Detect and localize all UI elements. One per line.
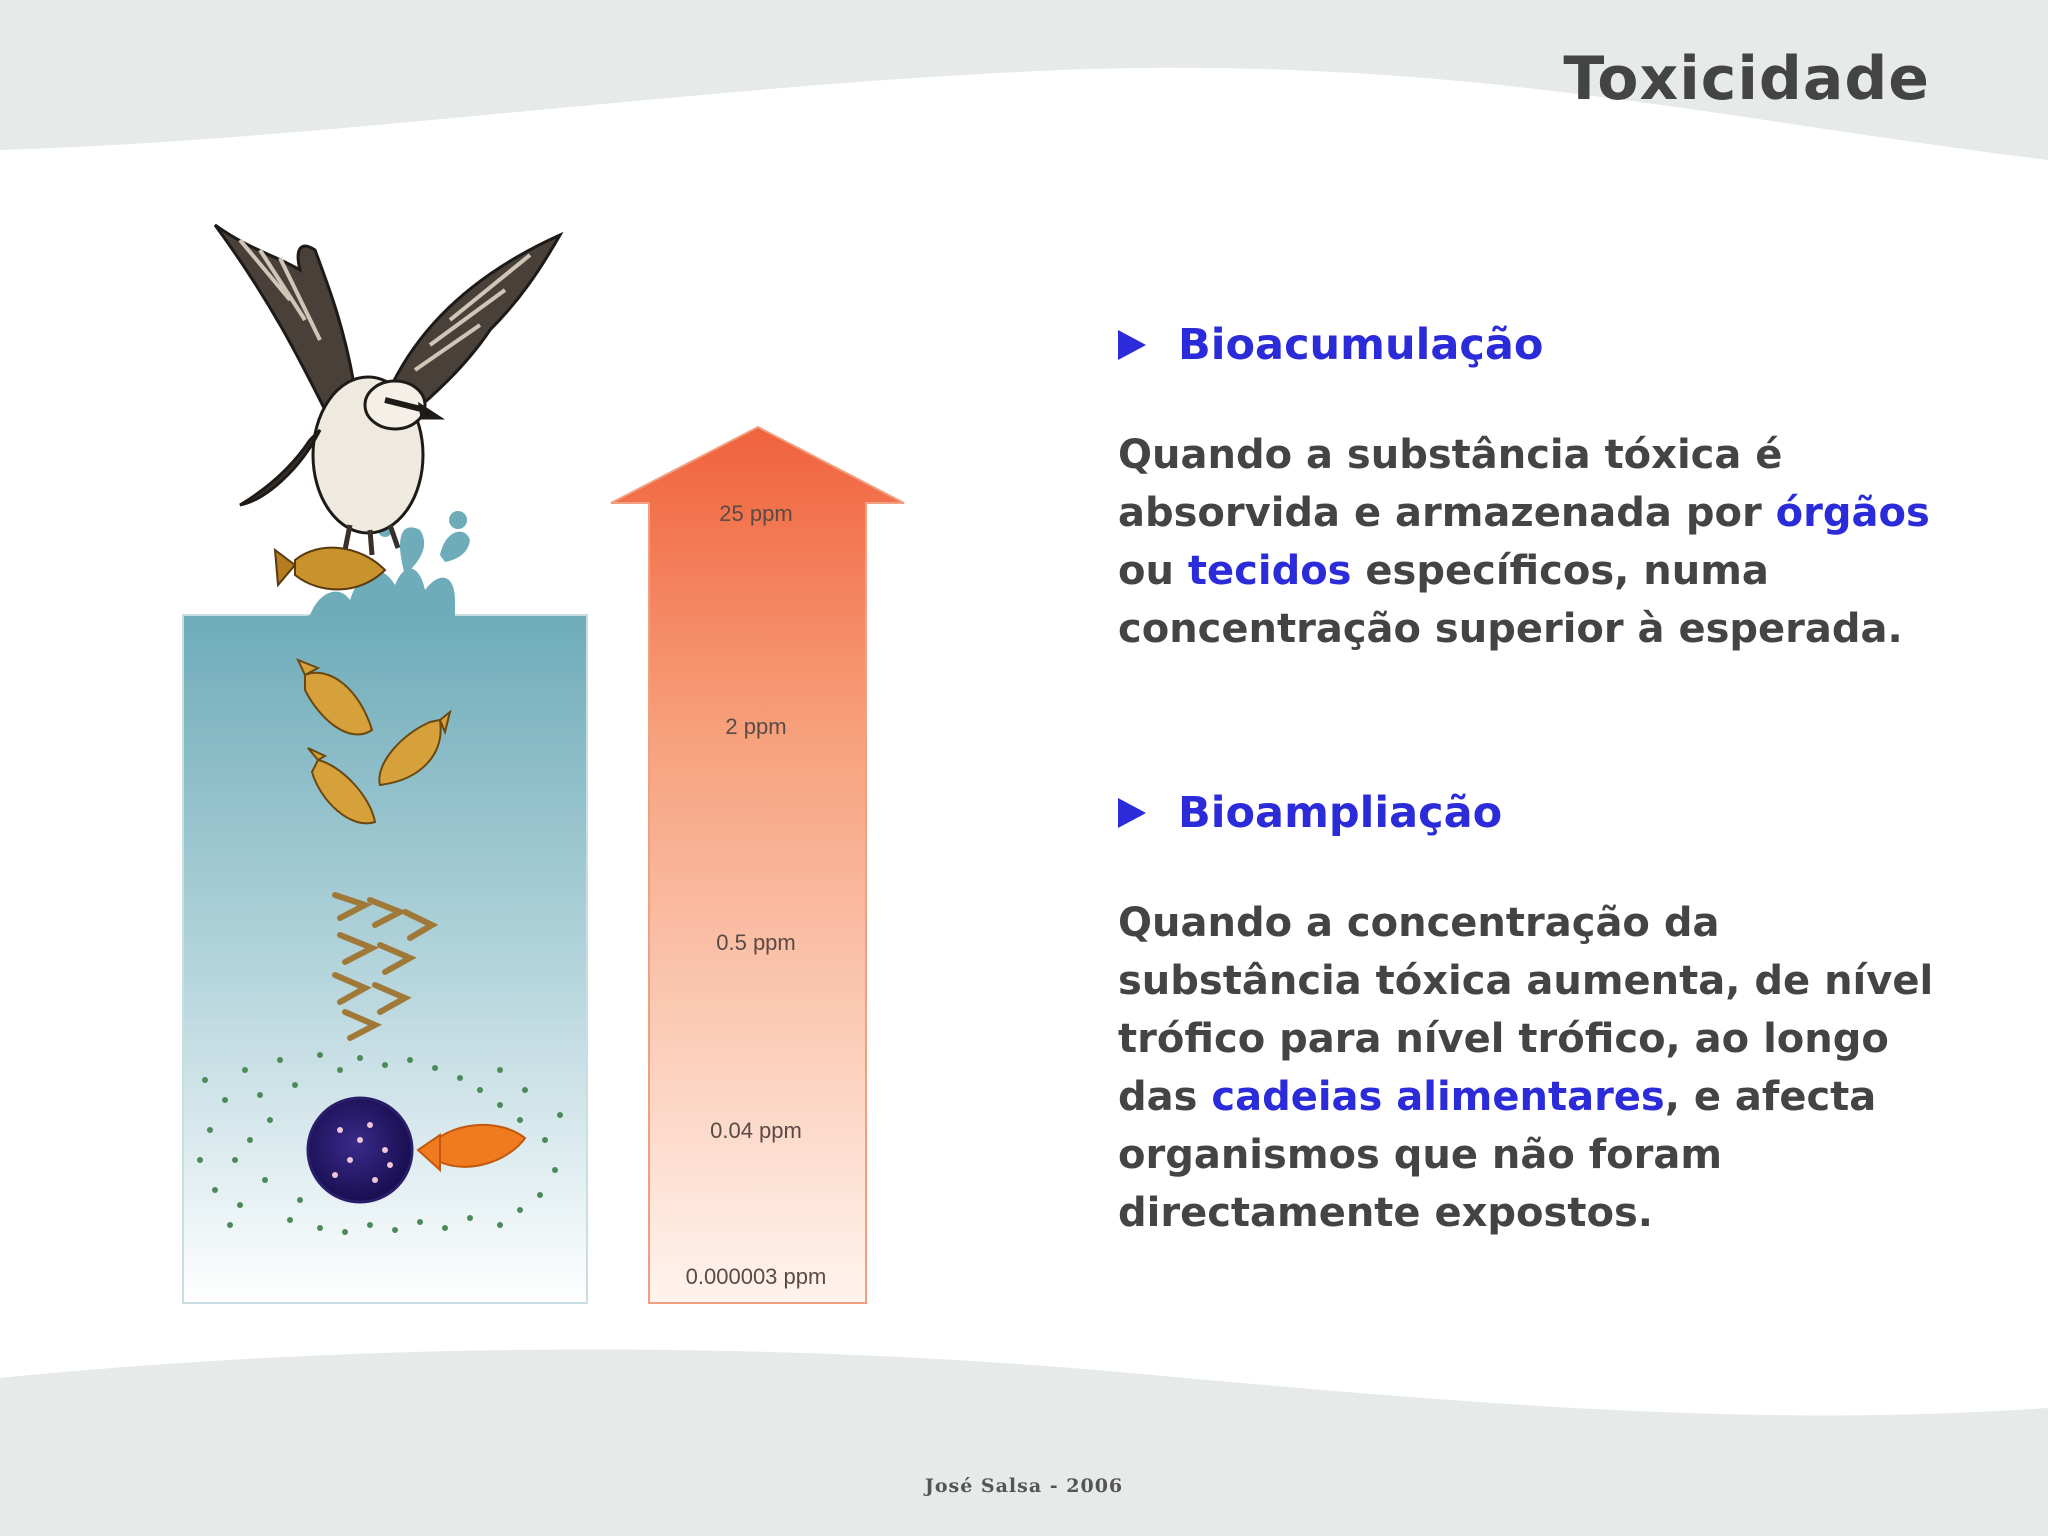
page-title: Toxicidade bbox=[1563, 44, 1930, 114]
section-body bbox=[1118, 894, 1938, 1242]
osprey-bird bbox=[215, 225, 560, 555]
highlight-term: órgãos bbox=[1775, 490, 1930, 536]
section-heading bbox=[1118, 320, 1938, 370]
ppm-label-0-5: 0.5 ppm bbox=[716, 930, 796, 955]
section-bioampliacao bbox=[1118, 788, 1938, 1242]
heading-text: Bioacumulação bbox=[1178, 320, 1544, 370]
section-bioacumulacao bbox=[1118, 320, 1938, 658]
ppm-label-25: 25 ppm bbox=[719, 501, 793, 526]
caught-fish bbox=[275, 548, 385, 590]
body-text: específicos, numa concentração superior à esperada. bbox=[1118, 548, 1903, 652]
bullet-arrow-icon bbox=[1118, 330, 1146, 360]
body-text: ou bbox=[1118, 548, 1188, 594]
concentration-arrow bbox=[611, 427, 904, 1303]
plankton-cell bbox=[308, 1098, 412, 1202]
water-column bbox=[183, 615, 587, 1303]
body-text: Quando a concentração da substância tóxica aumenta, de nível trófico para nível trófico, ao longo das bbox=[1118, 900, 1934, 1120]
section-heading bbox=[1118, 788, 1938, 838]
heading-text: Bioampliação bbox=[1178, 788, 1503, 838]
highlight-term: tecidos bbox=[1187, 548, 1352, 594]
highlight-term: cadeias alimentares bbox=[1211, 1074, 1665, 1120]
bullet-arrow-icon bbox=[1118, 798, 1146, 828]
ppm-label-0-000003: 0.000003 ppm bbox=[685, 1264, 827, 1289]
body-text: , e afecta organismos que não foram directamente expostos. bbox=[1118, 1074, 1877, 1236]
ppm-label-2: 2 ppm bbox=[725, 714, 787, 739]
ppm-label-0-04: 0.04 ppm bbox=[710, 1118, 802, 1143]
footer-credit: José Salsa - 2006 bbox=[924, 1475, 1124, 1497]
body-text: Quando a substância tóxica é absorvida e armazenada por bbox=[1118, 432, 1783, 536]
section-body bbox=[1118, 426, 1938, 658]
content-column bbox=[1118, 320, 1938, 1242]
